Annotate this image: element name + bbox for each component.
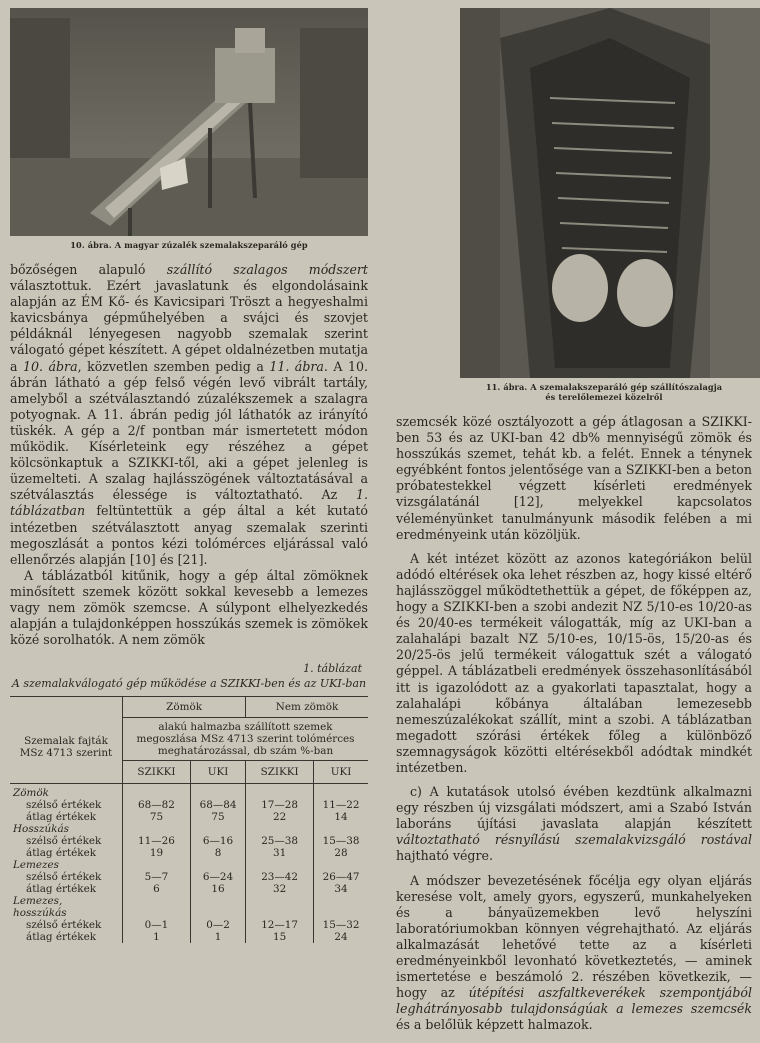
table-cell: 0—1	[123, 919, 191, 931]
figure-10-caption	[10, 240, 368, 250]
table-row	[10, 799, 368, 811]
row-label: átlag értékek	[26, 931, 97, 944]
row-label: szélső értékek	[26, 835, 102, 848]
table-header-left: Szemalak fajták MSz 4713 szerint	[19, 735, 113, 760]
table-cell: 31	[246, 847, 314, 859]
table-cell: 28	[314, 847, 368, 859]
table-cell: 5—7	[123, 871, 191, 883]
table-cell: 32	[246, 883, 314, 895]
figure-11-caption	[456, 382, 752, 402]
figure-10-photo	[10, 8, 368, 236]
table-cell: 68—82	[123, 799, 191, 811]
table-cell: 15	[246, 931, 314, 943]
table-cell: 15—38	[314, 835, 368, 847]
right-paragraph-2: A két intézet között az azonos kategóriákon belül adódó eltérések oka lehet részben az, hogy kissé eltérő hajlásszöggel működtethettük a gépet, de főképpen az, hogy a SZIKKI-ben a szobi andezit NZ 5/10-es 10/20-as és 20/40-es termékeit válogatták, míg az UKI-ban a zalahalápi bazalt NZ 5/10-es, 10/15-ös, 15/20-as és 20/25-ös jelű termékeit válogattuk szét a válogató géppel. A táblázatbeli eredmények összehasonlításából itt is igazolódott az a gyakorlati tapasztalat, hogy a zalahalápi kőbánya általában lemezesebb nemeszúzalékokat szállít, mint a szobi. A táblázatban megadott szórási értékek főleg a különböző szemnagyságok közötti eltérésekből adódtak mindkét intézetben.	[396, 550, 752, 775]
figure-reference: 11. ábra	[269, 358, 324, 374]
text-span: feltüntettük a gép által a két kutató intézetben szétválasztott anyag szemalak szerinti megoszlását a pontos kézi tolómérces eljárással való ellenőrzés alapján [10] és [21].	[10, 503, 368, 567]
emphasis-text: változtatható résnyílású szemalakvizsgáló rostával	[396, 832, 752, 848]
right-paragraph-3	[396, 784, 752, 864]
row-label: átlag értékek	[26, 847, 97, 860]
table-cell: 34	[314, 883, 368, 895]
table-number: 1. táblázat	[303, 662, 362, 676]
text-span: bőzőségen alapuló	[10, 262, 167, 277]
table-header-span: alakú halmazba szállított szemek megoszlása MSz 4713 szerint tolómérces meghatározással, db szám %-ban	[123, 718, 369, 761]
table-group-row	[10, 823, 368, 835]
table-cell: 14	[314, 811, 368, 823]
table-cell: 24	[314, 931, 368, 943]
table-cell: 15—32	[314, 919, 368, 931]
group-label: Hosszúkás	[13, 823, 69, 836]
machine-side-view-image	[10, 8, 368, 236]
table-cell: 0—2	[190, 919, 245, 931]
text-span: A módszer bevezetésének főcélja egy olyan eljárás keresése volt, amely gyors, egyszerű, munkahelyeken és a bányaüzemekben levő helyszíni laboratóriumokban könnyen végrehajtható. Az eljárás alkalmazását lehetővé tette az a kísérleti eredményeinkből levonható következtetés, — aminek ismertetése e beszámoló 2. részében következik, — hogy az	[396, 872, 752, 1001]
table-row	[10, 883, 368, 895]
table-cell: 16	[190, 883, 245, 895]
figure-10-number: 10. ábra.	[70, 240, 112, 250]
table-group-row	[10, 784, 368, 800]
col-header-szikki-1: SZIKKI	[123, 761, 191, 784]
conveyor-closeup-image	[460, 8, 760, 378]
table-cell: 26—47	[314, 871, 368, 883]
table-cell: 75	[190, 811, 245, 823]
table-cell: 6—24	[190, 871, 245, 883]
text-span: hajtható végre.	[396, 848, 493, 864]
right-column	[396, 8, 752, 1033]
left-paragraph-1	[10, 262, 368, 568]
left-column	[10, 8, 368, 943]
table-cell: 6—16	[190, 835, 245, 847]
col-header-uki-2: UKI	[314, 761, 368, 784]
table-title: A szemalakválogató gép működése a SZIKKI-ben és az UKI-ban	[11, 677, 367, 691]
table-row	[10, 871, 368, 883]
text-span: és a belőlük képzett halmazok.	[396, 1017, 593, 1033]
table-cell: 25—38	[246, 835, 314, 847]
table-header-row	[10, 697, 368, 718]
table-cell: 11—26	[123, 835, 191, 847]
table-cell: 22	[246, 811, 314, 823]
text-span: c) A kutatások utolsó évében kezdtünk alkalmazni egy részben új vizsgálati módszert, ami a Szabó István laboráns újítási javaslata alapján készített	[396, 784, 752, 832]
right-paragraph-4	[396, 873, 752, 1034]
table-cell: 23—42	[246, 871, 314, 883]
text-span: . A 10. ábrán látható a gép felső végén levő vibrált tartály, amelyből a szétválasztandó zúzalékszemek a szalagra potyognak. A 11. ábrán pedig jól láthatók az irányító tüskék. A gép a 2/f pontban már ismertetett módon működik. Kísérleteink egy részéhez a gépet kölcsönkaptuk a SZIKKI-től, aki a gépet jelenleg is üzemelteti. A szalag hajlásszögének változtatásával a szétválasztás élessége is változtatható. Az	[10, 358, 368, 503]
table-cell: 1	[123, 931, 191, 943]
row-label: átlag értékek	[26, 811, 97, 824]
col-header-uki-1: UKI	[190, 761, 245, 784]
emphasis-text: szállító szalagos módszert	[166, 262, 368, 277]
data-table	[10, 696, 368, 943]
row-label: átlag értékek	[26, 883, 97, 896]
figure-11-number: 11. ábra.	[485, 382, 528, 392]
group-label: Lemezes, hosszúkás	[13, 895, 67, 920]
table-cell: 8	[190, 847, 245, 859]
table-cell: 17—28	[246, 799, 314, 811]
table-cell: 68—84	[190, 799, 245, 811]
text-span: választottuk. Ezért javaslatunk és elgondolásaink alapján az ÉM Kő- és Kavicsipari Tröszt a hegyeshalmi kavicsbánya gépműhelyében a svájci és szovjet példáknál lényegesen nagyobb szemalak szerint válogató gépet készített. A gépet oldalnézetben mutatja a	[10, 278, 368, 374]
table-row	[10, 811, 368, 823]
table-group-row	[10, 895, 368, 919]
table-row	[10, 931, 368, 943]
table-cell: 19	[123, 847, 191, 859]
right-paragraph-1: szemcsék közé osztályozott a gép átlagosan a SZIKKI-ben 53 és az UKI-ban 42 db% mennyiségű zömök és hosszúkás szemet, tehát kb. a felét. Ennek a ténynek egyébként fontos jelentősége van a SZIKKI-ben a beton próbatestekkel végzett kísérleti eredmények vizsgálatánál [12], melyekkel kapcsolatos véleményünket tanulmányunk második felében a mi eredményeink után közöljük.	[396, 414, 752, 542]
col-header-szikki-2: SZIKKI	[246, 761, 314, 784]
figure-10-caption-text: A magyar zúzalék szemalakszeparáló gép	[114, 240, 308, 250]
table-cell: 12—17	[246, 919, 314, 931]
table-cell: 1	[190, 931, 245, 943]
table-header-zomok: Zömök	[123, 697, 246, 718]
table-row	[10, 919, 368, 931]
text-span: , közvetlen szemben pedig a	[77, 358, 270, 374]
row-label: szélső értékek	[26, 919, 102, 932]
table-header-nemzomok: Nem zömök	[246, 697, 368, 718]
table-cell: 75	[123, 811, 191, 823]
figure-11-caption-line-2: és terelőlemezei közelről	[545, 392, 663, 402]
figure-11-caption-line-1: A szemalakszeparáló gép szállítószalagja	[530, 382, 723, 392]
table-row	[10, 835, 368, 847]
group-label: Lemezes	[13, 859, 60, 872]
row-label: szélső értékek	[26, 871, 102, 884]
emphasis-text: útépítési aszfaltkeverékek szempontjából leghátrányosabb tulajdonságúak a lemezes szemcsék	[396, 985, 752, 1017]
table-cell: 6	[123, 883, 191, 895]
figure-reference: 10. ábra	[22, 358, 78, 374]
table-reference: 1. táblázatban	[10, 487, 368, 519]
table-group-row	[10, 859, 368, 871]
group-label: Zömök	[13, 787, 49, 800]
row-label: szélső értékek	[26, 799, 102, 812]
table-cell: 11—22	[314, 799, 368, 811]
table-row	[10, 847, 368, 859]
figure-11-photo	[460, 8, 760, 378]
left-paragraph-2: A táblázatból kitűnik, hogy a gép által zömöknek minősített szemek között sokkal kevesebb a lemezes vagy nem zömök szemcse. A súlypont elhelyezkedés alapján a tulajdonképpen hosszúkás szemek is zömökek közé sorolhatók. A nem zömök	[10, 567, 368, 648]
